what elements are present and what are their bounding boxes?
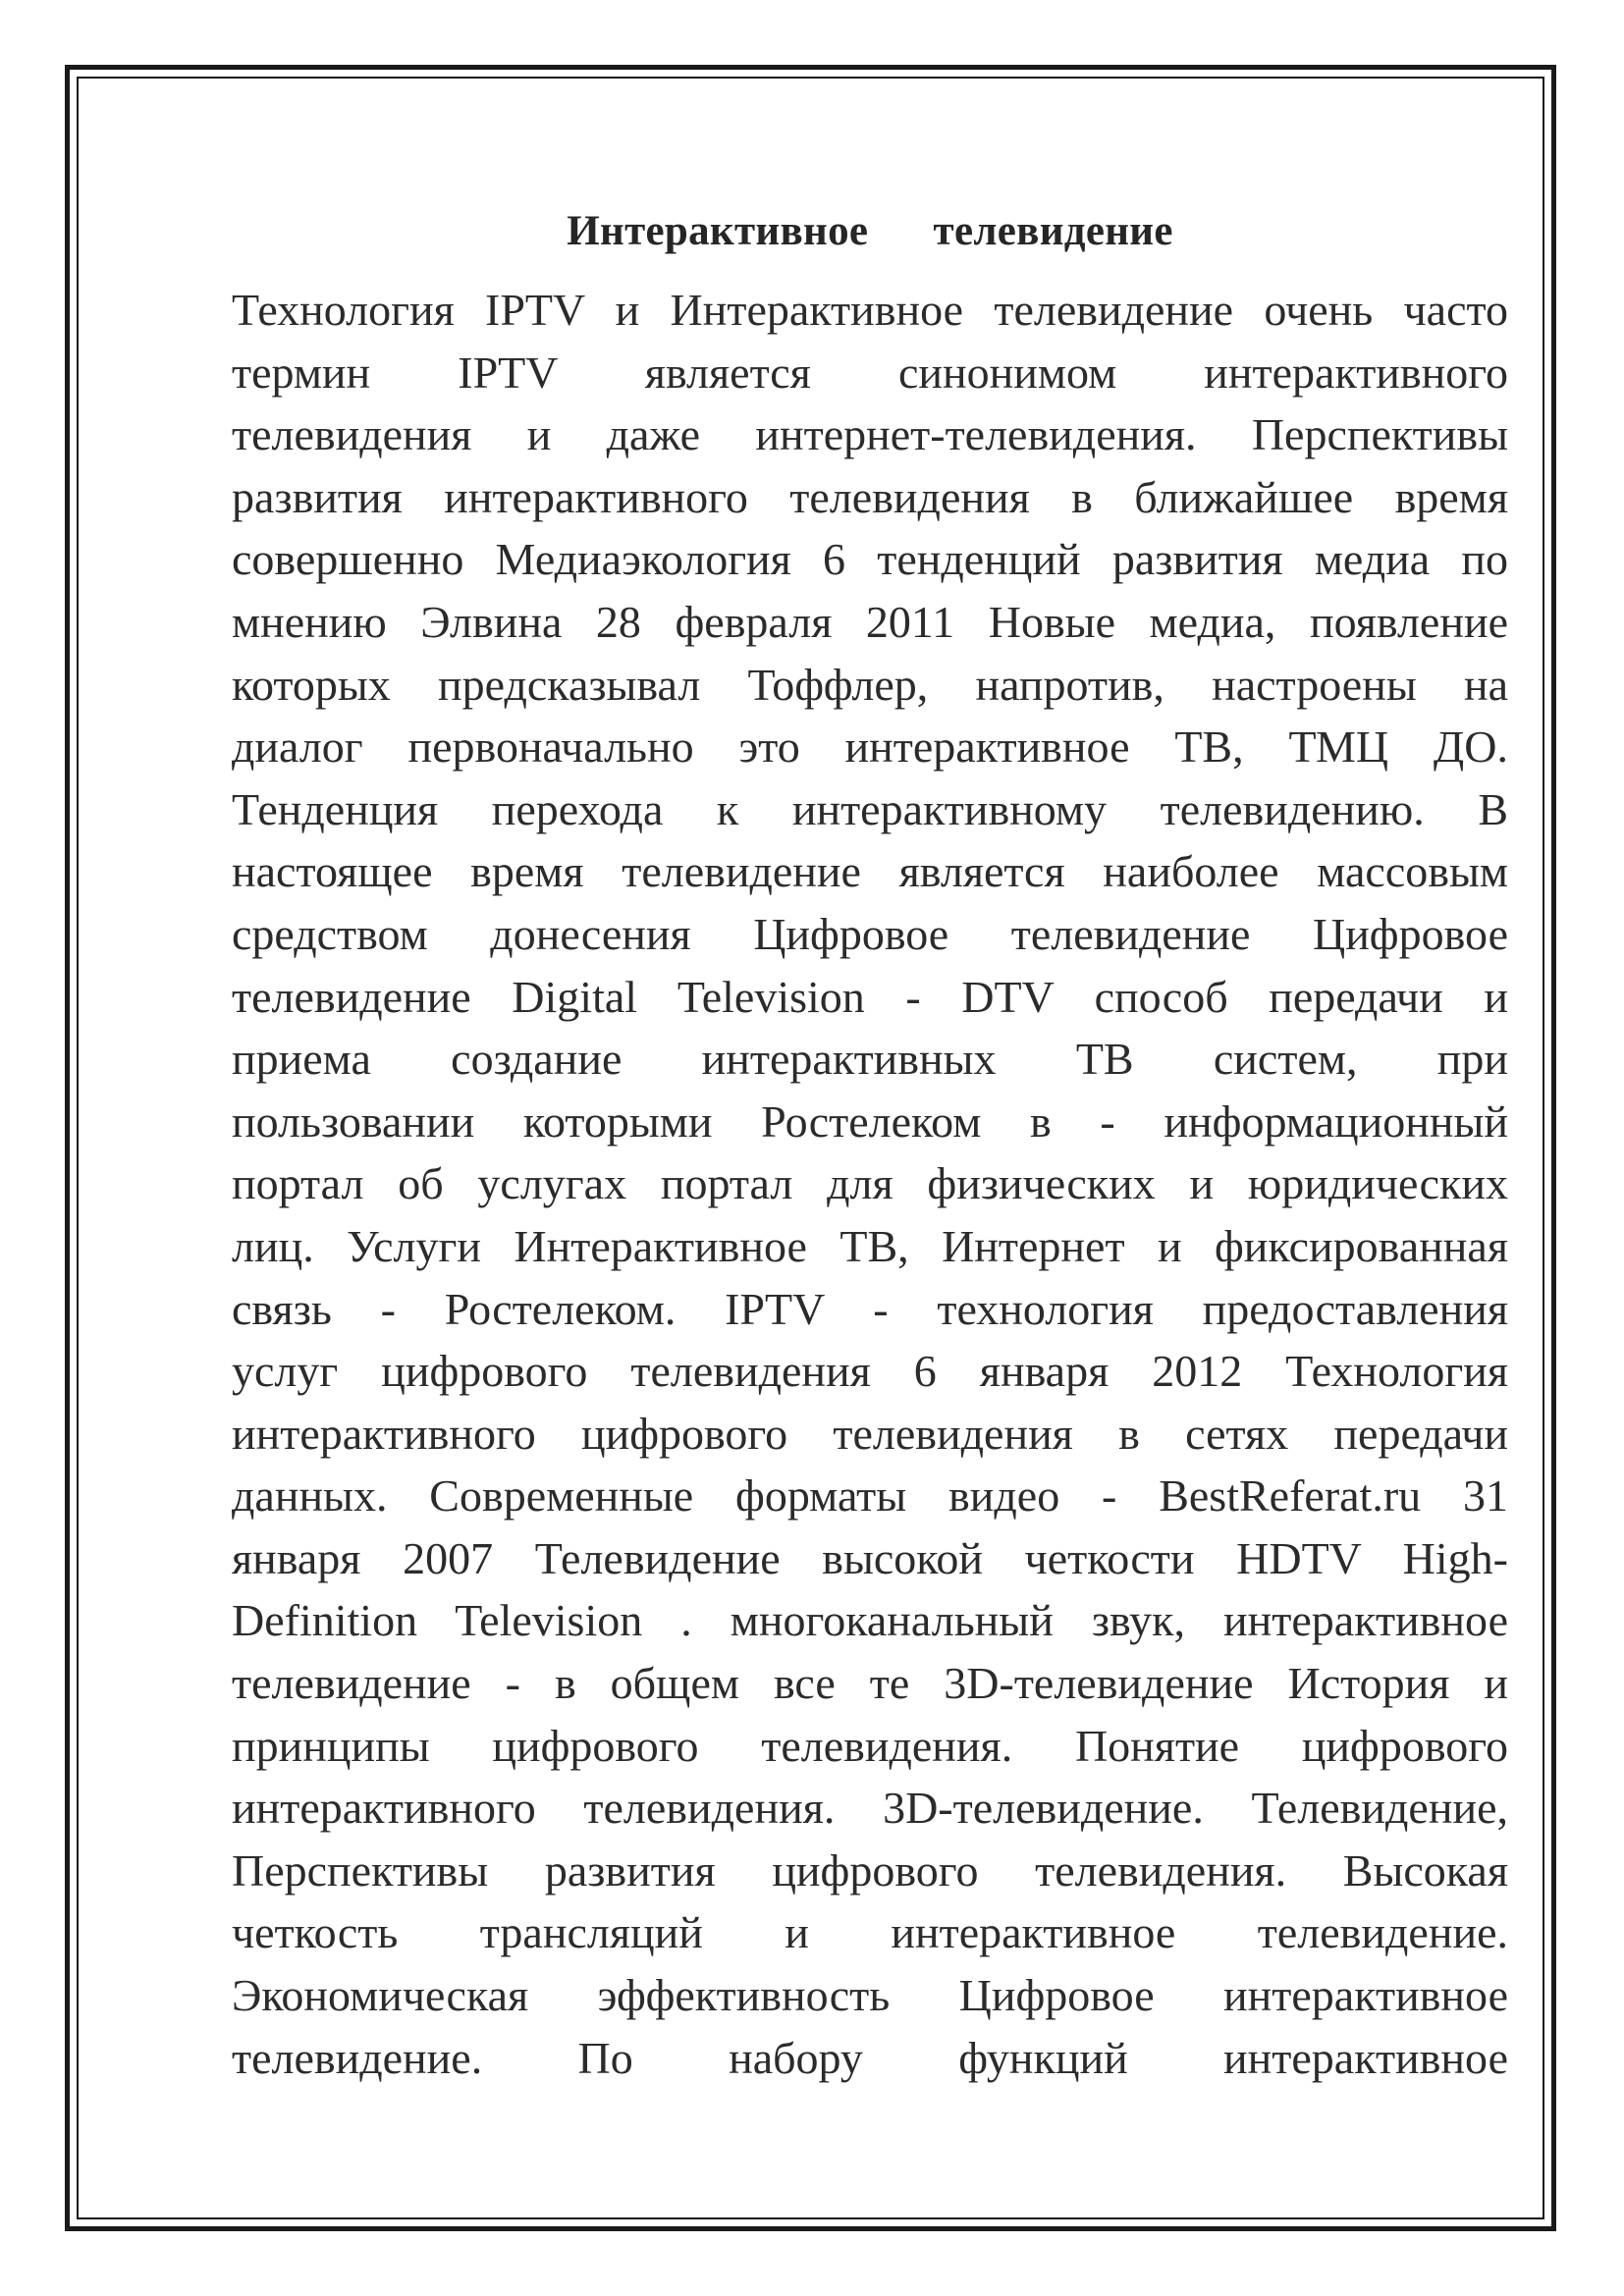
body-line-25: интерактивного телевидения. 3D-телевидение. Телевидение,	[232, 1783, 1508, 1834]
body-line-17: связь - Ростелеком. IPTV - технология предоставления	[232, 1283, 1508, 1334]
body-line-24: принципы цифрового телевидения. Понятие цифрового	[232, 1720, 1508, 1771]
body-line-9: Тенденция перехода к интерактивному телевидению. В	[232, 783, 1508, 834]
body-line-2: термин IPTV является синонимом интерактивного	[232, 347, 1508, 398]
document-body	[232, 279, 1508, 2089]
body-line-7: которых предсказывал Тоффлер, напротив, настроены на	[232, 659, 1508, 710]
body-line-5: совершенно Медиаэкология 6 тенденций развития медиа по	[232, 534, 1508, 585]
body-line-29: телевидение. По набору функций интерактивное	[232, 2032, 1508, 2083]
body-line-27: четкость трансляций и интерактивное телевидение.	[232, 1907, 1508, 1958]
body-line-28: Экономическая эффективность Цифровое интерактивное	[232, 1970, 1508, 2021]
document-title: Интерактивное телевидение	[567, 208, 1173, 254]
body-line-4: развития интерактивного телевидения в ближайшее время	[232, 471, 1508, 522]
body-line-3: телевидения и даже интернет-телевидения. Перспективы	[232, 409, 1508, 460]
document-content	[232, 196, 1508, 2089]
body-line-11: средством донесения Цифровое телевидение Цифровое	[232, 908, 1508, 959]
body-line-26: Перспективы развития цифрового телевидения. Высокая	[232, 1844, 1508, 1896]
body-line-20: данных. Современные форматы видео - BestReferat.ru 31	[232, 1470, 1508, 1522]
body-line-19: интерактивного цифрового телевидения в сетях передачи	[232, 1408, 1508, 1459]
body-line-10: настоящее время телевидение является наиболее массовым	[232, 846, 1508, 897]
body-line-8: диалог первоначально это интерактивное ТВ, ТМЦ ДО.	[232, 721, 1508, 773]
body-line-21: января 2007 Телевидение высокой четкости HDTV High-	[232, 1532, 1508, 1583]
body-line-1: Технология IPTV и Интерактивное телевидение очень часто	[232, 285, 1508, 335]
body-line-22: Definition Television . многоканальный звук, интерактивное	[232, 1595, 1508, 1646]
body-line-16: лиц. Услуги Интерактивное ТВ, Интернет и фиксированная	[232, 1220, 1508, 1271]
body-line-18: услуг цифрового телевидения 6 января 2012 Технология	[232, 1346, 1508, 1397]
body-line-13: приема создание интерактивных ТВ систем, при	[232, 1034, 1508, 1085]
body-line-12: телевидение Digital Television - DTV способ передачи и	[232, 971, 1508, 1022]
body-line-14: пользовании которыми Ростелеком в - информационный	[232, 1095, 1508, 1147]
body-line-23: телевидение - в общем все те 3D-телевидение История и	[232, 1658, 1508, 1709]
body-line-6: мнению Элвина 28 февраля 2011 Новые медиа, появление	[232, 596, 1508, 647]
body-line-15: портал об услугах портал для физических и юридических	[232, 1158, 1508, 1209]
